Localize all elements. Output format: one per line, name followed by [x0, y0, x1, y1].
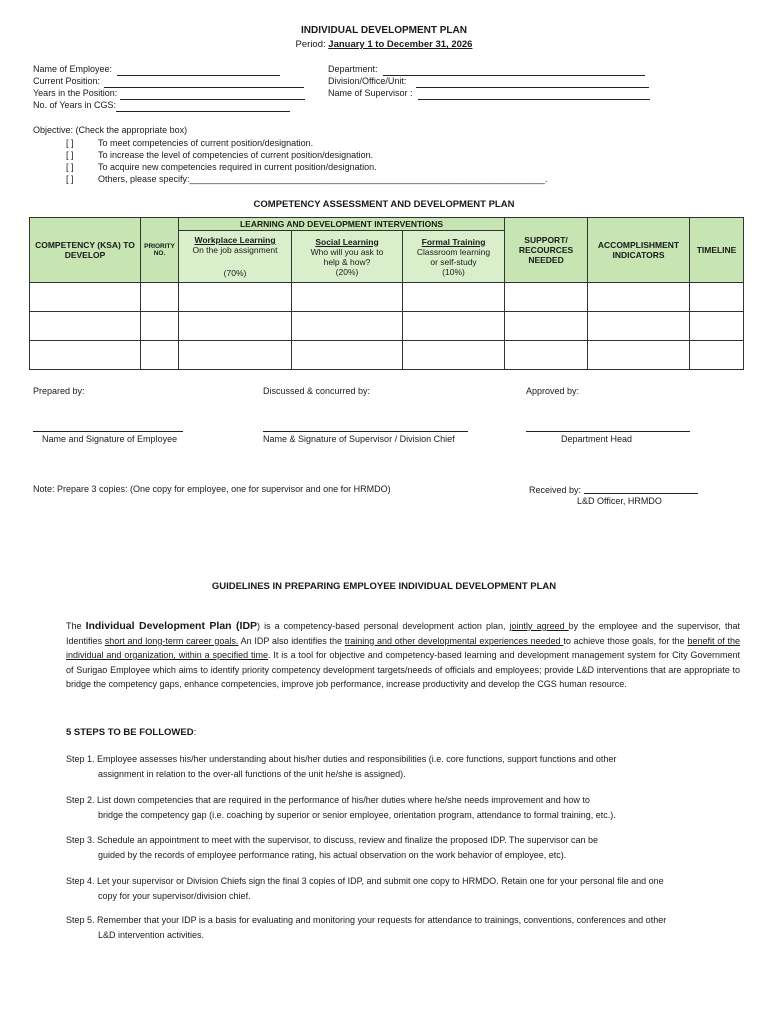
division-label: Division/Office/Unit: — [328, 76, 407, 86]
step-1 — [66, 752, 742, 782]
current-position-field[interactable] — [104, 87, 304, 88]
intro-text-4: An IDP also identifies the — [238, 635, 345, 646]
table-cell[interactable] — [292, 283, 403, 312]
checkbox-objective-1[interactable]: [ ] — [66, 138, 74, 148]
checkbox-objective-3[interactable]: [ ] — [66, 162, 74, 172]
intro-text-1: The — [66, 621, 86, 631]
formal-pct: (10%) — [442, 266, 465, 277]
current-position-label: Current Position: — [33, 76, 101, 86]
step-5-line-1: Remember that your IDP is a basis for evaluating and monitoring your requests for attendance to trainings, conventions, conferences and other — [97, 915, 667, 925]
table-row — [30, 312, 744, 341]
employee-name-field[interactable] — [117, 75, 280, 76]
received-by-label: Received by: — [529, 485, 582, 495]
step-2-line-2: bridge the competency gap (i.e. coaching by superior or senior employee, orientation program, attendance to formal training, etc.). — [98, 810, 616, 820]
table-cell[interactable] — [588, 341, 690, 370]
table-cell[interactable] — [179, 283, 292, 312]
division-field[interactable] — [416, 87, 649, 88]
competency-table — [29, 217, 744, 370]
table-cell[interactable] — [690, 341, 744, 370]
dept-head-signature-line[interactable] — [526, 431, 690, 432]
table-cell[interactable] — [588, 283, 690, 312]
table-row — [30, 283, 744, 312]
supervisor-label: Name of Supervisor : — [328, 88, 413, 98]
step-3-line-2: guided by the records of employee performance rating, his actual observation on the work behavior of employee, etc). — [98, 850, 567, 860]
table-cell[interactable] — [505, 283, 588, 312]
workplace-title: Workplace Learning — [194, 235, 276, 245]
years-in-position-label: Years in the Position: — [33, 88, 118, 98]
years-in-cgs-field[interactable] — [116, 111, 290, 112]
intro-text-2: ) is a competency-based personal development action plan, — [257, 621, 510, 631]
step-5-line-2: L&D intervention activities. — [98, 930, 205, 940]
workplace-desc: On the job assignment — [192, 245, 278, 255]
table-cell[interactable] — [179, 312, 292, 341]
step-1-line-1: Employee assesses his/her understanding about his/her duties and responsibilities (i.e. core functions, support functions and other — [97, 754, 617, 764]
header-timeline: TIMELINE — [690, 218, 744, 283]
step-1-line-2: assignment in relation to the over-all functions of the unit he/she is assigned). — [98, 769, 406, 779]
department-label: Department: — [328, 64, 378, 74]
period-value: January 1 to December 31, 2026 — [328, 39, 473, 50]
header-formal-training — [403, 231, 505, 283]
table-cell[interactable] — [505, 312, 588, 341]
header-workplace-learning — [179, 231, 292, 283]
intro-underline-2: short and long-term career goals. — [104, 635, 239, 646]
intro-text-6: . It is a tool for objective and competency-based learning and development management system for City Government of Surigao Employee which aims to identify priority competency development targets/needs of officials and employees; provide L&D interventions that are appropriate to bridge the competency gaps, enhance competencies, improve job performance, increase productivity and develop the CGS human resource. — [66, 650, 740, 689]
table-row — [30, 341, 744, 370]
employee-signature-line[interactable] — [33, 431, 183, 432]
years-in-cgs-label: No. of Years in CGS: — [33, 100, 117, 110]
step-2-line-1: List down competencies that are required in the performance of his/her duties where he/she needs improvement and how to — [97, 795, 590, 805]
guidelines-title: GUIDELINES IN PREPARING EMPLOYEE INDIVIDUAL DEVELOPMENT PLAN — [211, 581, 557, 592]
employee-name-label: Name of Employee: — [33, 64, 113, 74]
step-3 — [66, 833, 742, 863]
table-cell[interactable] — [403, 341, 505, 370]
supervisor-signature-line[interactable] — [263, 431, 468, 432]
years-in-position-field[interactable] — [120, 99, 305, 100]
objective-item-2: To increase the level of competencies of current position/designation. — [98, 150, 374, 160]
intro-underline-3: training and other developmental experiences needed — [344, 635, 564, 646]
social-title: Social Learning — [315, 236, 379, 247]
intro-text-3: by the employee and the supervisor, that Identifies — [66, 621, 740, 646]
guidelines-intro — [66, 619, 740, 692]
table-cell[interactable] — [505, 341, 588, 370]
header-accomplishment: ACCOMPLISHMENT INDICATORS — [588, 218, 690, 283]
checkbox-objective-2[interactable]: [ ] — [66, 150, 74, 160]
discussed-by-label: Discussed & concurred by: — [263, 386, 371, 396]
table-cell[interactable] — [588, 312, 690, 341]
step-2 — [66, 793, 742, 823]
department-field[interactable] — [383, 75, 645, 76]
checkbox-objective-4[interactable]: [ ] — [66, 174, 74, 184]
dept-head-caption: Department Head — [561, 434, 633, 444]
table-cell[interactable] — [292, 341, 403, 370]
header-support: SUPPORT/ RECOURCES NEEDED — [505, 218, 588, 283]
table-cell[interactable] — [690, 312, 744, 341]
prepared-by-label: Prepared by: — [33, 386, 85, 396]
intro-idp-term: Individual Development Plan (IDP — [85, 620, 258, 632]
supervisor-field[interactable] — [418, 99, 650, 100]
steps-heading — [66, 727, 196, 738]
step-5 — [66, 913, 742, 943]
table-cell[interactable] — [30, 341, 141, 370]
period-label: Period: — [295, 39, 326, 50]
objective-label: Objective: (Check the appropriate box) — [33, 125, 188, 135]
steps-heading-text: 5 STEPS TO BE FOLLOWED — [66, 727, 194, 738]
step-4-label: Step 4. — [66, 876, 95, 886]
ld-officer-caption: L&D Officer, HRMDO — [577, 496, 662, 506]
supervisor-signature-caption: Name & Signature of Supervisor / Division Chief — [263, 434, 455, 444]
intro-text-5: to achieve those goals, for the — [563, 635, 688, 646]
header-competency: COMPETENCY (KSA) TO DEVELOP — [30, 218, 141, 283]
step-4-line-2: copy for your supervisor/division chief. — [98, 891, 251, 901]
objective-item-3: To acquire new competencies required in current position/designation. — [98, 162, 377, 172]
table-section-title: COMPETENCY ASSESSMENT AND DEVELOPMENT PLAN — [253, 199, 515, 210]
table-cell[interactable] — [141, 341, 179, 370]
formal-desc: Classroom learning or self-study — [416, 246, 491, 267]
header-interventions: LEARNING AND DEVELOPMENT INTERVENTIONS — [179, 218, 505, 231]
document-title: INDIVIDUAL DEVELOPMENT PLAN — [301, 25, 467, 36]
step-4-line-1: Let your supervisor or Division Chiefs sign the final 3 copies of IDP, and submit one copy to HRMDO. Retain one for your personal file and one — [97, 876, 664, 886]
header-social-learning — [292, 231, 403, 283]
step-1-label: Step 1. — [66, 754, 95, 764]
copies-note: Note: Prepare 3 copies: (One copy for employee, one for supervisor and one for HRMDO) — [33, 484, 391, 494]
period-line — [0, 39, 768, 50]
social-pct: (20%) — [335, 266, 359, 277]
table-cell[interactable] — [403, 283, 505, 312]
step-4 — [66, 874, 742, 904]
formal-title: Formal Training — [421, 236, 486, 247]
table-cell[interactable] — [141, 312, 179, 341]
header-priority: PRIORITY NO. — [141, 218, 179, 283]
intro-underline-1: jointly agreed — [509, 621, 569, 631]
table-cell[interactable] — [292, 312, 403, 341]
table-cell[interactable] — [30, 312, 141, 341]
social-desc: Who will you ask to help & how? — [310, 246, 384, 267]
step-3-line-1: Schedule an appointment to meet with the supervisor, to discuss, review and finalize the proposed IDP. The supervisor can be — [97, 835, 599, 845]
steps-heading-colon: : — [193, 727, 197, 738]
table-cell[interactable] — [141, 283, 179, 312]
step-3-label: Step 3. — [66, 835, 95, 845]
employee-signature-caption: Name and Signature of Employee — [42, 434, 178, 444]
intro-underline-4: benefit of the individual and organization, within a specified time — [66, 635, 740, 660]
approved-by-label: Approved by: — [526, 386, 580, 396]
table-cell[interactable] — [690, 283, 744, 312]
objective-item-1: To meet competencies of current position/designation. — [98, 138, 314, 148]
workplace-pct: (70%) — [223, 268, 247, 278]
table-cell[interactable] — [179, 341, 292, 370]
step-2-label: Step 2. — [66, 795, 95, 805]
table-cell[interactable] — [30, 283, 141, 312]
step-5-label: Step 5. — [66, 915, 95, 925]
table-cell[interactable] — [403, 312, 505, 341]
objective-item-4: Others, please specify:_______________________________________________________________________. — [98, 174, 548, 184]
received-by-line[interactable] — [584, 493, 698, 494]
